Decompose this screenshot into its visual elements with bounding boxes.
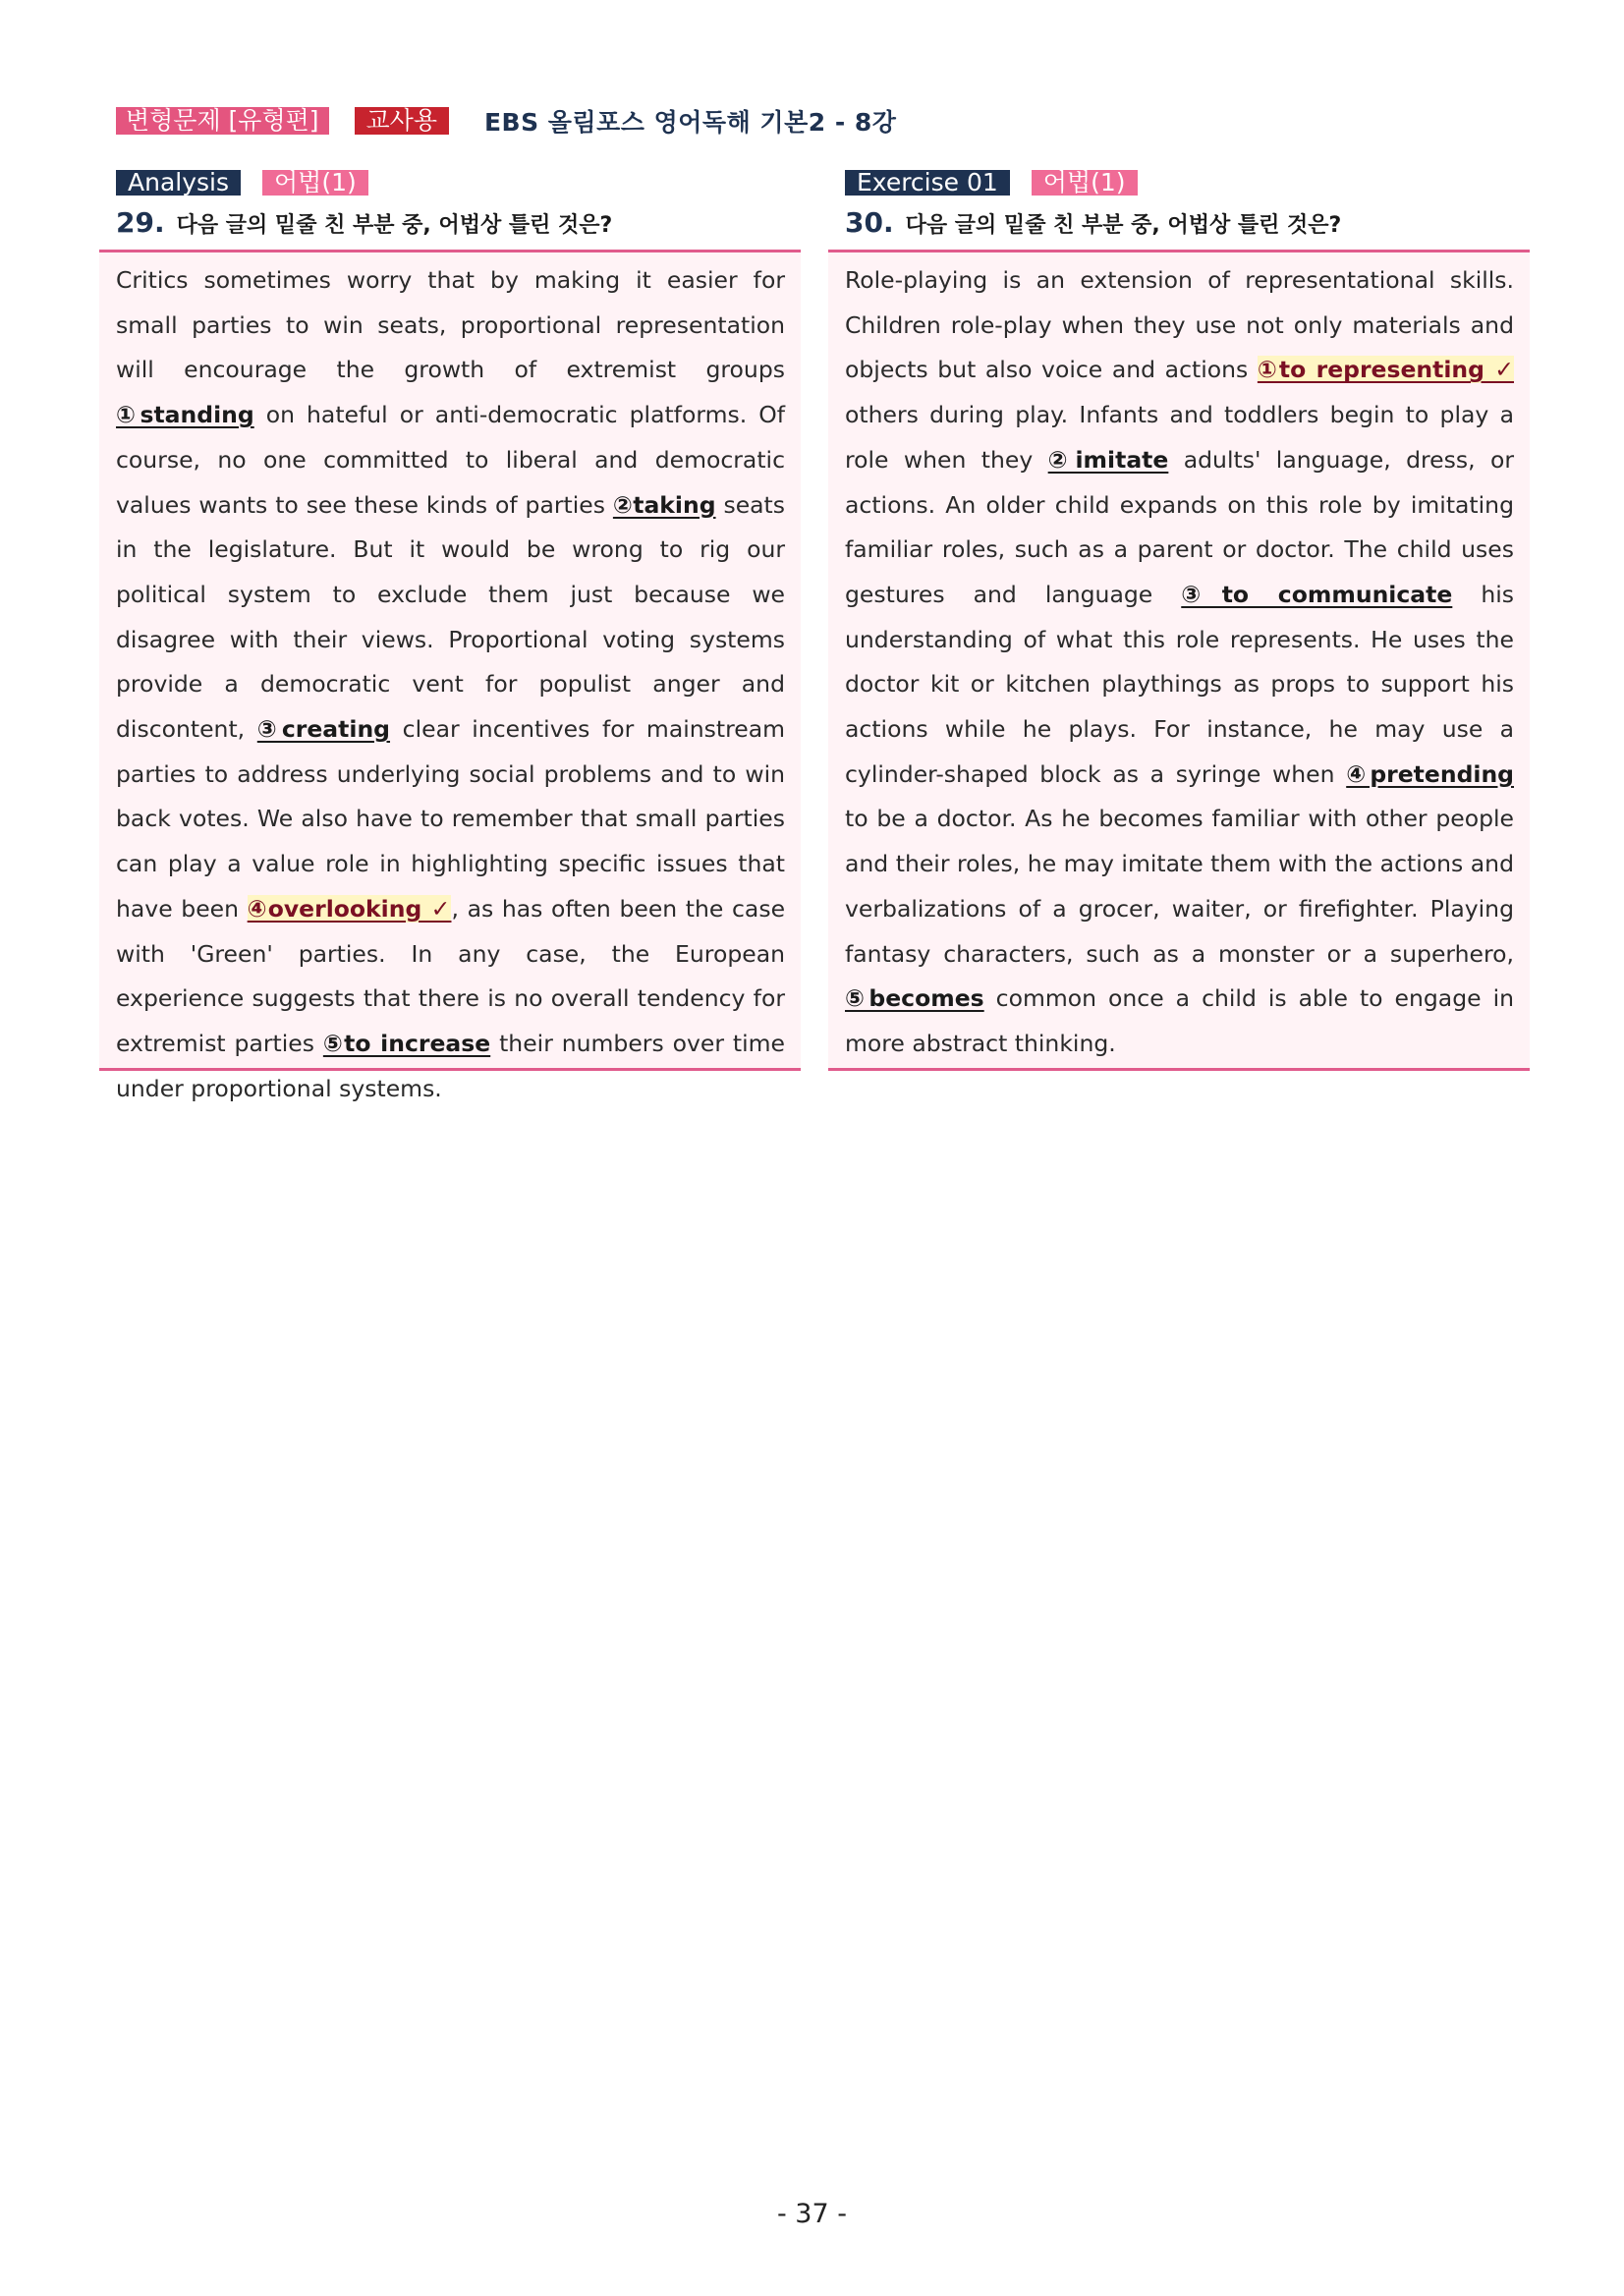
passage-segment: adults' language, dress, or actions. An older child expands on this role by imitating familiar roles, such as a parent or doctor. The child uses gestures and language: [845, 445, 1514, 608]
question-heading: [845, 206, 1530, 242]
passage-box: [828, 250, 1530, 1071]
page-header: [116, 104, 896, 138]
passage-text: [845, 258, 1514, 1067]
passage-segment: Role-playing is an extension of representational skills. Children role-play when they use not only materials and objects but also voice and actions: [845, 266, 1514, 384]
underlined-choice: ④pretending: [1346, 759, 1514, 788]
underlined-choice: ⑤to increase: [322, 1029, 491, 1057]
passage-segment: on hateful or anti-democratic platforms. Of course, no one committed to liberal and democratic values wants to see these kinds of parties: [116, 401, 785, 519]
teacher-version-tag: 교사용: [355, 107, 449, 135]
underlined-choice: ③creating: [256, 715, 391, 744]
underlined-choice: ③to communicate: [1181, 580, 1453, 608]
question-heading: [116, 206, 801, 242]
passage-segment: their numbers over time under proportional systems.: [116, 1029, 785, 1102]
analysis-column: [99, 168, 801, 1102]
question-text: 다음 글의 밑줄 친 부분 중, 어법상 틀린 것은?: [176, 213, 613, 238]
underlined-choice: ①standing: [116, 401, 254, 429]
variant-type-tag: 변형문제 [유형편]: [116, 107, 329, 135]
passage-segment: clear incentives for mainstream parties to address underlying social problems and to win back votes. We also have to remember that small parties can play a value role in highlighting specific issues that have been: [116, 715, 785, 923]
answer-underlined-choice: ④overlooking ✓: [247, 894, 452, 923]
passage-segment: Critics sometimes worry that by making it easier for small parties to win seats, proportional representation will encourage the growth of extremist groups: [116, 266, 785, 384]
analysis-label-row: [116, 169, 801, 196]
underlined-choice: ⑤becomes: [845, 984, 984, 1013]
category-label: 어법(1): [1032, 170, 1138, 196]
exercise-column: [828, 169, 1530, 1071]
underlined-choice: ②taking: [612, 490, 716, 519]
exercise-label-row: [845, 169, 1530, 196]
section-label: Exercise 01: [845, 170, 1010, 196]
question-number: 29.: [116, 206, 165, 239]
passage-segment: to be a doctor. As he becomes familiar with other people and their roles, he may imitate them with the actions and verbalizations of a grocer, waiter, or firefighter. Playing fantasy characters, such as a monster or a superhero,: [845, 805, 1514, 968]
page-number: - 37 -: [776, 2199, 847, 2229]
passage-segment: his understanding of what this role represents. He uses the doctor kit or kitchen playthings as props to support his actions while he plays. For instance, he may use a cylinder-shaped block as a syringe when: [845, 580, 1515, 788]
question-text: 다음 글의 밑줄 친 부분 중, 어법상 틀린 것은?: [905, 213, 1342, 238]
underlined-choice: ②imitate: [1047, 445, 1169, 474]
passage-segment: others during play. Infants and toddlers begin to play a role when they: [845, 401, 1514, 474]
question-number: 30.: [845, 206, 894, 239]
passage-box: [99, 250, 801, 1102]
workbook-title: EBS 올림포스 영어독해 기본2 - 8강: [483, 108, 897, 137]
passage-text: [116, 258, 785, 1111]
category-label: 어법(1): [262, 170, 368, 196]
section-label: Analysis: [116, 170, 241, 196]
answer-underlined-choice: ①to representing ✓: [1257, 356, 1514, 384]
passage-segment: seats in the legislature. But it would be wrong to rig our political system to exclude them just because we disagree with their views. Proportional voting systems provide a democratic vent for populist anger and discontent,: [116, 490, 786, 744]
passage-segment: , as has often been the case with 'Green' parties. In any case, the European experience suggests that there is no overall tendency for extremist parties: [116, 894, 786, 1057]
passage-segment: common once a child is able to engage in more abstract thinking.: [845, 984, 1515, 1057]
